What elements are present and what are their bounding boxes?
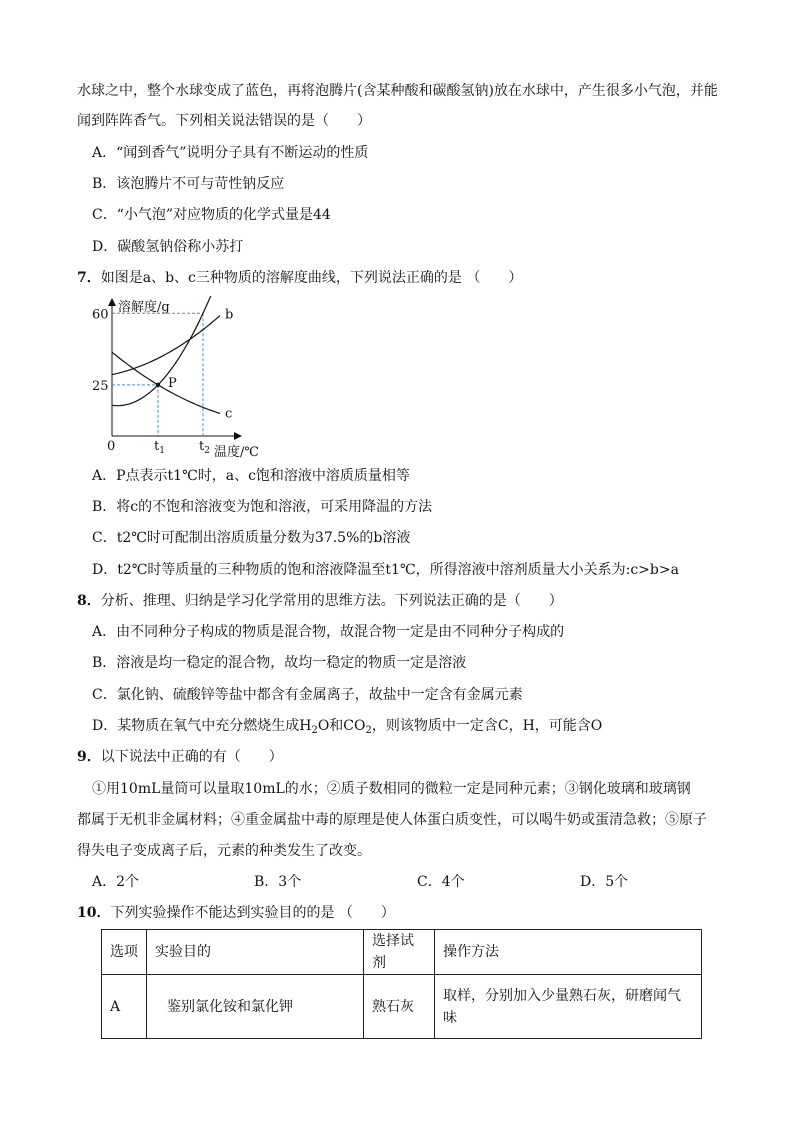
table-cell: 取样，分别加入少量熟石灰，研磨闻气味 bbox=[435, 975, 702, 1039]
table-header-cell: 实验目的 bbox=[147, 930, 364, 975]
intersection-point bbox=[156, 383, 160, 387]
origin-label: 0 bbox=[107, 439, 116, 454]
curve-b bbox=[112, 316, 220, 375]
table-cell: 熟石灰 bbox=[364, 975, 435, 1039]
q6-option-b: B．该泡腾片不可与苛性钠反应 bbox=[92, 176, 285, 192]
x-tick-label: $t_1$ bbox=[154, 439, 165, 456]
q6-option-a: A．“闻到香气”说明分子具有不断运动的性质 bbox=[92, 145, 369, 161]
q9-para-line2: 都属于无机非金属材料；④重金属盐中毒的原理是使人体蛋白质变性，可以喝牛奶或蛋清急救；⑤原子 bbox=[77, 812, 707, 828]
q7-number: 7． bbox=[77, 270, 101, 286]
q10-stem-text: 下列实验操作不能达到实验目的的是 （ ） bbox=[110, 905, 395, 921]
q6-stem-line1: 水球之中，整个水球变成了蓝色，再将泡腾片(含某种酸和碳酸氢钠)放在水球中，产生很多小气泡，并能 bbox=[77, 83, 718, 99]
q8-option-a: A．由不同种分子构成的物质是混合物，故混合物一定是由不同种分子构成的 bbox=[92, 624, 565, 640]
q9-option-c: C．4个 bbox=[417, 874, 465, 890]
table-cell: A bbox=[102, 975, 147, 1039]
q8-option-d-pre: D．某物质在氧气中充分燃烧生成H bbox=[92, 718, 312, 734]
solubility-chart bbox=[78, 296, 278, 464]
q8-stem bbox=[77, 591, 563, 611]
q8-option-d-post: ，则该物质中一定含C，H，可能含O bbox=[371, 718, 603, 734]
table-row bbox=[102, 975, 702, 1039]
y-axis-label: 溶解度/g bbox=[118, 300, 170, 315]
q9-option-a: A．2个 bbox=[92, 874, 140, 890]
q6-option-d: D．碳酸氢钠俗称小苏打 bbox=[92, 239, 244, 255]
q8-stem-text: 分析、推理、归纳是学习化学常用的思维方法。下列说法正确的是（ ） bbox=[100, 593, 563, 609]
q7-option-a: A．P点表示t1℃时，a、c饱和溶液中溶质质量相等 bbox=[92, 468, 410, 484]
q10-number: 10． bbox=[77, 905, 111, 921]
h2o-subscript: 2 bbox=[311, 725, 318, 736]
q6-option-c: C．“小气泡”对应物质的化学式量是44 bbox=[92, 207, 331, 223]
x-tick-label: $t_2$ bbox=[199, 439, 210, 456]
q9-para-line1: ①用10mL量筒可以量取10mL的水；②质子数相同的微粒一定是同种元素；③钢化玻璃和玻璃钢 bbox=[92, 781, 691, 797]
q6-stem-line2: 闻到阵阵香气。下列相关说法错误的是（ ） bbox=[77, 113, 371, 129]
q9-para-line3: 得失电子变成离子后，元素的种类发生了改变。 bbox=[77, 843, 371, 859]
table-header-cell: 选项 bbox=[102, 930, 147, 975]
co2-subscript: 2 bbox=[365, 725, 372, 736]
q8-option-c: C．氯化钠、硫酸锌等盐中都含有金属离子，故盐中一定含有金属元素 bbox=[92, 687, 523, 703]
q8-option-d-mid: O和CO bbox=[317, 718, 366, 734]
y-tick-label: 25 bbox=[92, 378, 109, 394]
x-axis-label: 温度/℃ bbox=[214, 445, 259, 460]
table-header-cell: 操作方法 bbox=[435, 930, 702, 975]
y-tick-label: 60 bbox=[92, 307, 109, 323]
q9-stem-text: 以下说法中正确的有（ ） bbox=[100, 749, 283, 765]
point-label: P bbox=[168, 375, 177, 391]
table-cell: 鉴别氯化铵和氯化钾 bbox=[147, 975, 364, 1039]
curve-label-c: c bbox=[225, 406, 233, 422]
q9-option-d: D．5个 bbox=[580, 874, 629, 890]
q7-option-d: D．t2℃时等质量的三种物质的饱和溶液降温至t1℃，所得溶液中溶剂质量大小关系为:c>b>a bbox=[92, 562, 679, 578]
q7-stem bbox=[77, 268, 522, 288]
q8-option-b: B．溶液是均一稳定的混合物，故均一稳定的物质一定是溶液 bbox=[92, 655, 467, 671]
q7-option-c: C．t2℃时可配制出溶质质量分数为37.5%的b溶液 bbox=[92, 530, 411, 546]
table-header-row bbox=[102, 930, 702, 975]
q7-stem-text: 如图是a、b、c三种物质的溶解度曲线，下列说法正确的是 （ ） bbox=[100, 270, 523, 286]
q8-option-d bbox=[92, 716, 602, 736]
q9-number: 9． bbox=[77, 749, 101, 765]
q9-option-b: B．3个 bbox=[254, 874, 302, 890]
q7-option-b: B．将c的不饱和溶液变为饱和溶液，可采用降温的方法 bbox=[92, 499, 433, 515]
q8-number: 8． bbox=[77, 593, 101, 609]
q9-stem bbox=[77, 747, 283, 767]
q10-stem bbox=[77, 903, 395, 923]
experiment-table bbox=[101, 929, 702, 1039]
curve-label-b: b bbox=[225, 307, 234, 323]
table-header-cell: 选择试剂 bbox=[364, 930, 435, 975]
